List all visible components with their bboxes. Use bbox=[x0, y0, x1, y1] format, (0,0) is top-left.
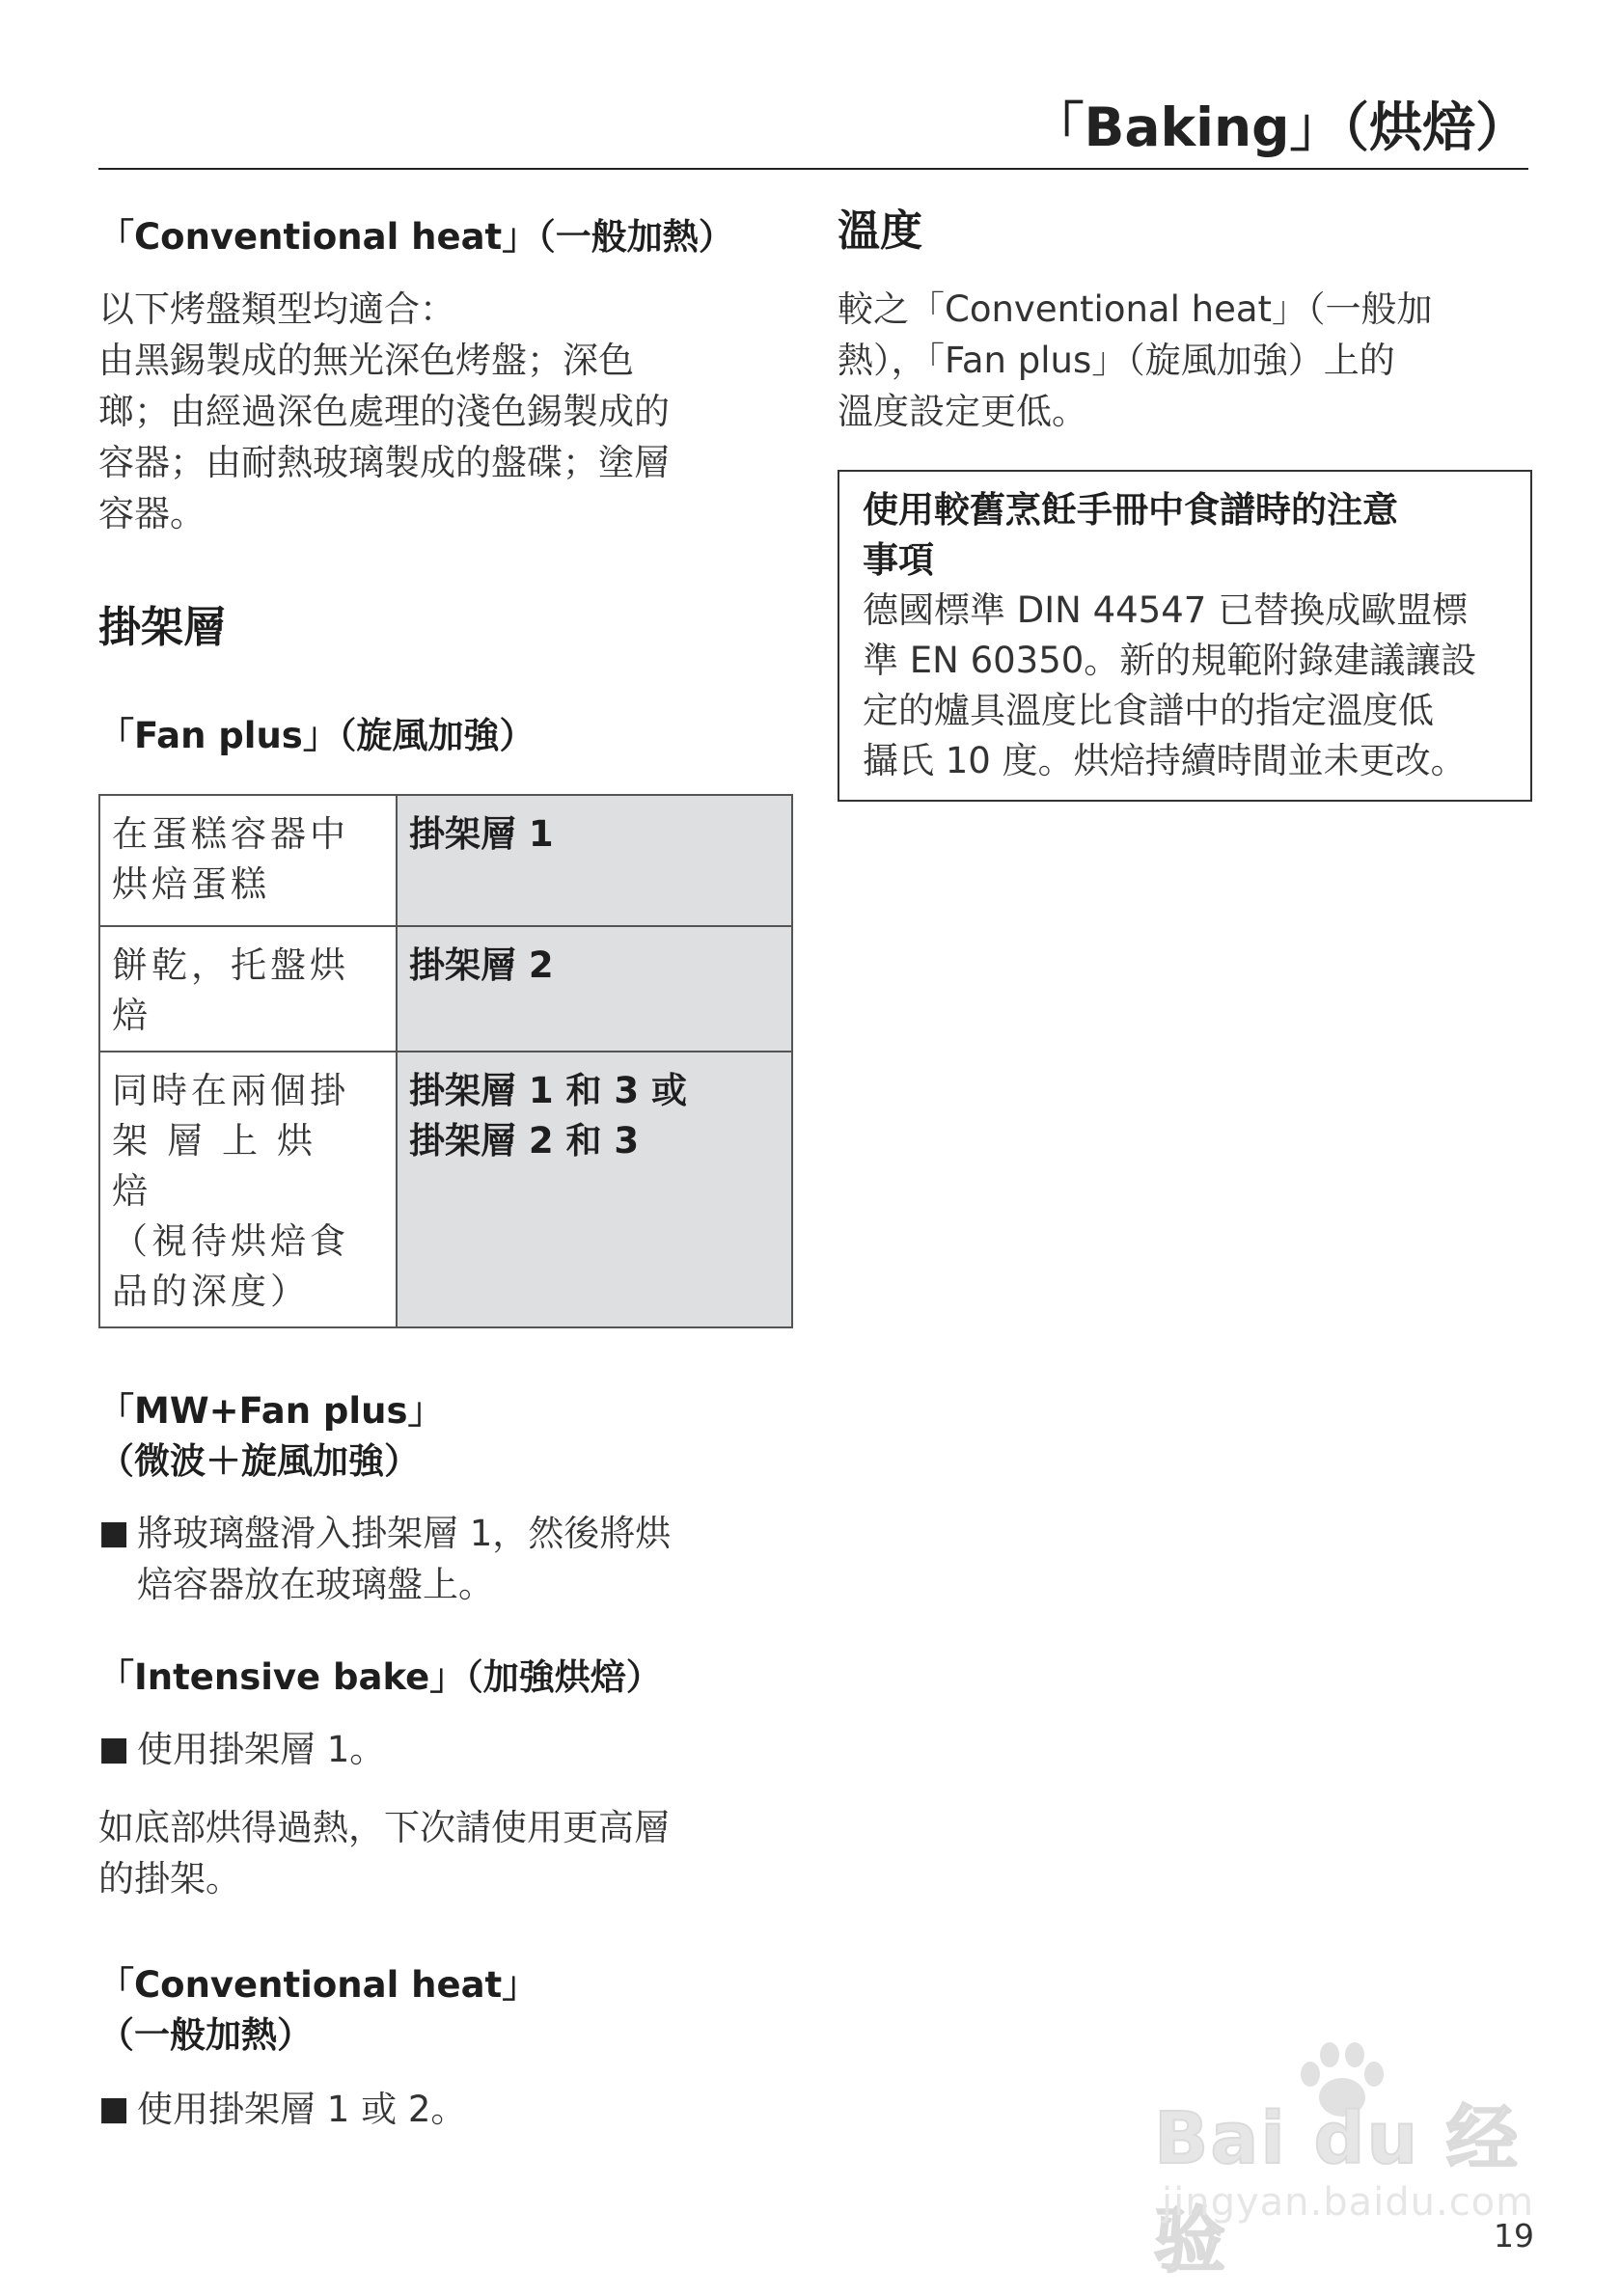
cell-line: 焙 bbox=[112, 995, 151, 1036]
cell-line: 烘焙蛋糕 bbox=[112, 863, 270, 905]
paragraph-line: 熱），「Fan plus」（旋風加強）上的 bbox=[838, 340, 1395, 381]
cell-line: 餅乾，托盤烘 bbox=[112, 944, 349, 986]
intensive-bake-heading: 「Intensive bake」（加強烘焙） bbox=[98, 1656, 662, 1698]
cell-line: 掛架層 1 和 3 或 bbox=[409, 1070, 688, 1111]
cell-line: 架層上烘焙 bbox=[112, 1120, 332, 1212]
paragraph-line: 溫度設定更低。 bbox=[838, 391, 1087, 432]
note-body-line: 德國標準 DIN 44547 已替換成歐盟標 bbox=[863, 589, 1469, 631]
paragraph-line: 的掛架。 bbox=[98, 1858, 241, 1900]
intensive-note-paragraph bbox=[98, 1802, 793, 1904]
table-row bbox=[99, 795, 792, 926]
watermark-brand: Bai du 经验 bbox=[1154, 2097, 1520, 2282]
page-number: 19 bbox=[1494, 2217, 1534, 2255]
mw-bullet-item bbox=[98, 1508, 793, 1610]
conventional-heat-2-heading-line1: 「Conventional heat」 bbox=[98, 1964, 538, 2006]
baidu-watermark bbox=[1154, 2066, 1540, 2282]
table-cell-item bbox=[99, 1052, 397, 1327]
conventional-heat-paragraph bbox=[98, 284, 793, 539]
rack-level-table bbox=[98, 794, 793, 1328]
conventional-heat-2-heading-line2: （一般加熱） bbox=[98, 2014, 313, 2056]
paragraph-line: 以下烤盤類型均適合： bbox=[98, 288, 455, 330]
mw-fan-plus-heading-line2: （微波＋旋風加強） bbox=[98, 1440, 420, 1482]
table-cell-level bbox=[397, 1052, 792, 1327]
page-title: 「Baking」（烘焙） bbox=[1030, 96, 1528, 158]
table-cell-item bbox=[99, 926, 397, 1052]
table-cell-item bbox=[99, 795, 397, 926]
bullet-text bbox=[137, 1508, 793, 1610]
cell-line: 同時在兩個掛 bbox=[112, 1070, 349, 1111]
table-row bbox=[99, 926, 792, 1052]
temperature-paragraph bbox=[838, 284, 1532, 437]
bullet-square-icon: ■ bbox=[98, 1514, 130, 1552]
note-body-line: 攝氏 10 度。烘焙持續時間並未更改。 bbox=[863, 740, 1467, 781]
bullet-line: 將玻璃盤滑入掛架層 1，然後將烘 bbox=[137, 1513, 672, 1554]
cell-line: （視待烘焙食 bbox=[112, 1220, 349, 1262]
bullet-text: 使用掛架層 1。 bbox=[137, 1729, 386, 1770]
bullet-square-icon: ■ bbox=[98, 2090, 130, 2128]
cell-line: 品的深度） bbox=[112, 1271, 310, 1312]
right-column bbox=[838, 206, 1532, 802]
mw-fan-plus-heading-line1: 「MW+Fan plus」 bbox=[98, 1390, 444, 1432]
fan-plus-heading: 「Fan plus」（旋風加強） bbox=[98, 715, 536, 756]
paragraph-line: 較之「Conventional heat」（一般加 bbox=[838, 288, 1433, 330]
conventional2-bullet-item bbox=[98, 2084, 793, 2135]
left-column bbox=[98, 212, 793, 2135]
cell-line: 掛架層 2 和 3 bbox=[409, 1120, 640, 1162]
bullet-square-icon: ■ bbox=[98, 1730, 130, 1768]
note-title-line: 事項 bbox=[863, 539, 934, 581]
cell-line: 掛架層 2 bbox=[409, 944, 554, 986]
table-row bbox=[99, 1052, 792, 1327]
note-body-line: 定的爐具溫度比食譜中的指定溫度低 bbox=[863, 690, 1434, 731]
watermark-url: jingyan.baidu.com bbox=[1162, 2180, 1535, 2225]
paragraph-line: 容器；由耐熱玻璃製成的盤碟；塗層 bbox=[98, 442, 670, 483]
paragraph-line: 瑯；由經過深色處理的淺色錫製成的 bbox=[98, 391, 670, 432]
intensive-bullet-item bbox=[98, 1724, 793, 1775]
note-title-line: 使用較舊烹飪手冊中食譜時的注意 bbox=[863, 489, 1398, 531]
paragraph-line: 由黑錫製成的無光深色烤盤；深色 bbox=[98, 340, 634, 381]
bullet-text: 使用掛架層 1 或 2。 bbox=[137, 2089, 467, 2130]
note-box bbox=[838, 470, 1532, 802]
cell-line: 在蛋糕容器中 bbox=[112, 813, 349, 855]
rack-level-heading: 掛架層 bbox=[98, 603, 226, 652]
bullet-line: 焙容器放在玻璃盤上。 bbox=[137, 1564, 494, 1605]
paragraph-line: 如底部烘得過熱，下次請使用更高層 bbox=[98, 1807, 670, 1848]
conventional-heat-heading: 「Conventional heat」（一般加熱） bbox=[98, 216, 734, 258]
paragraph-line: 容器。 bbox=[98, 493, 206, 534]
cell-line: 掛架層 1 bbox=[409, 813, 554, 855]
table-cell-level bbox=[397, 795, 792, 926]
page-header bbox=[98, 85, 1528, 170]
table-cell-level bbox=[397, 926, 792, 1052]
temperature-heading: 溫度 bbox=[838, 206, 922, 256]
note-body-line: 準 EN 60350。新的規範附錄建議讓設 bbox=[863, 640, 1477, 681]
